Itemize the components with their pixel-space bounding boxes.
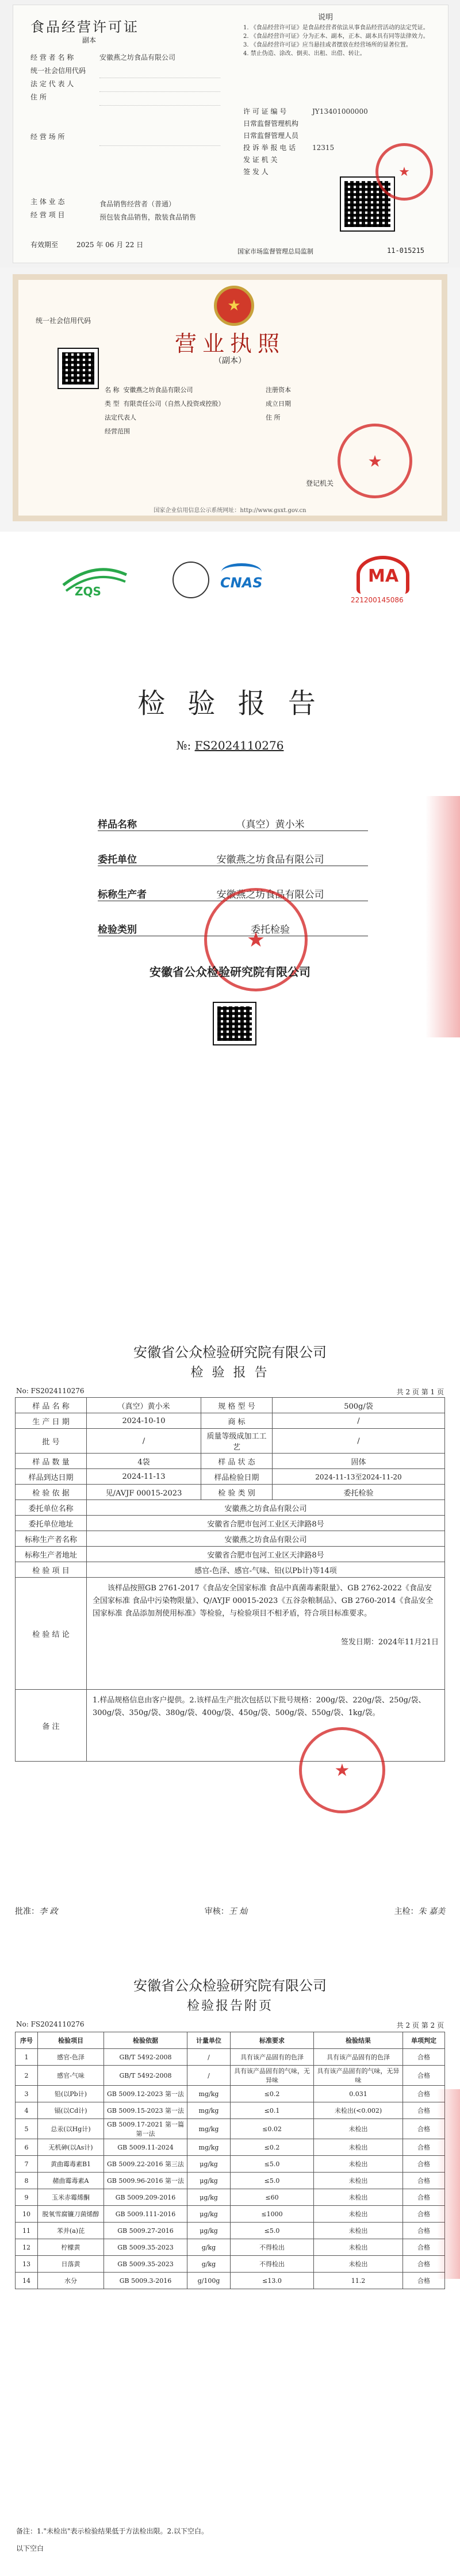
results-cell: 3 (16, 2086, 38, 2102)
results-cell: GB/T 5492-2008 (104, 2066, 187, 2086)
report-page-1 (0, 1325, 460, 1946)
results-cell: 赭曲霉毒素A (38, 2173, 104, 2189)
results-cell: ≤0.2 (231, 2139, 314, 2156)
cell-label: 标称生产者地址 (16, 1547, 87, 1562)
results-row (16, 2223, 445, 2239)
sign-approve-name: 李 政 (39, 1907, 58, 1916)
cover-label: 标称生产者 (98, 889, 147, 901)
permit-value-name: 安徽燕之坊食品有限公司 (99, 53, 176, 61)
results-cell: 8 (16, 2173, 38, 2189)
cell-value: （真空）黄小米 (87, 1398, 201, 1413)
col-header: 检验结果 (314, 2032, 403, 2049)
permit-value-items: 预包装食品销售，散装食品销售 (99, 213, 197, 221)
permit-label: 法 定 代 表 人 (30, 80, 74, 88)
permit-hotline: 12315 (312, 144, 335, 152)
results-cell: 12 (16, 2239, 38, 2256)
results-cell: μg/kg (187, 2156, 231, 2173)
permit-valid-label: 有效期至 (30, 241, 59, 249)
results-cell: 合格 (403, 2189, 445, 2206)
results-cell: g/kg (187, 2256, 231, 2273)
results-row (16, 2049, 445, 2066)
results-cell: 黄曲霉毒素B1 (38, 2156, 104, 2173)
appendix-red-stamp-right (437, 2089, 460, 2279)
license-registration-seal: ★ (338, 424, 412, 498)
permit-label: 住 所 (30, 93, 47, 101)
cell-label: 委托单位名称 (16, 1500, 87, 1516)
report-title: 检 验 报 告 (190, 1366, 270, 1380)
results-cell: 9 (16, 2189, 38, 2206)
results-cell: g/kg (187, 2239, 231, 2256)
permit-label: 签 发 人 (243, 168, 269, 176)
food-permit-card (13, 5, 448, 263)
permit-right-labels (243, 106, 298, 178)
results-cell: GB 5009.35-2023 (104, 2256, 187, 2273)
results-header-row (16, 2032, 445, 2049)
results-row (16, 2066, 445, 2086)
results-cell: 未检出 (314, 2173, 403, 2189)
results-cell: 日落黄 (38, 2256, 104, 2273)
results-cell: 具有该产品固有的气味，无异味 (231, 2066, 314, 2086)
results-cell: 合格 (403, 2156, 445, 2173)
col-header: 检验项目 (38, 2032, 104, 2049)
permit-subtitle: 副本 (82, 36, 97, 44)
cover-value: （真空）黄小米 (236, 819, 305, 831)
report-cover-section (0, 635, 460, 1325)
results-cell: 5 (16, 2119, 38, 2139)
results-row (16, 2086, 445, 2102)
col-header: 计量单位 (187, 2032, 231, 2049)
cover-value: 委托检验 (251, 924, 290, 936)
explain-line: 4. 禁止伪造、涂改、倒卖、出租、出借、转让。 (243, 51, 366, 57)
cell-value: / (273, 1429, 445, 1454)
cell-label: 检 验 类 别 (201, 1485, 273, 1500)
permit-official-seal: ★ (375, 143, 433, 201)
business-license-section (0, 267, 460, 532)
results-row (16, 2273, 445, 2289)
cell-value: 500g/袋 (273, 1398, 445, 1413)
permit-label: 日常监督管理人员 (243, 132, 299, 140)
cover-label: 检验类别 (98, 924, 137, 936)
results-cell: GB 5009.22-2016 第三法 (104, 2156, 187, 2173)
permit-label: 主 体 业 态 (30, 198, 65, 206)
permit-label: 发 证 机 关 (243, 156, 278, 164)
svg-text:ZQS: ZQS (75, 585, 101, 598)
results-cell: 合格 (403, 2049, 445, 2066)
cell-label: 备 注 (16, 1690, 87, 1762)
food-permit-section (0, 0, 460, 267)
results-cell: 感官-色泽 (38, 2049, 104, 2066)
results-row (16, 2206, 445, 2223)
explain-lines (243, 24, 436, 58)
results-cell: 玉米赤霉烯酮 (38, 2189, 104, 2206)
cell-value: 安徽省合肥市包河工业区天津路8号 (87, 1547, 445, 1562)
results-table (15, 2032, 445, 2289)
results-cell: 未检出 (314, 2239, 403, 2256)
results-cell: 6 (16, 2139, 38, 2156)
cover-institute: 安徽省公众检验研究院有限公司 (150, 965, 310, 979)
permit-serial: 11-015215 (387, 247, 425, 255)
results-row (16, 2189, 445, 2206)
appendix-notes: 备注：1."未检出"表示检验结果低于方法检出限。2.以下空白。 (16, 2527, 208, 2535)
permit-label: 经 营 项 目 (30, 211, 65, 219)
report-seal: ★ (299, 1727, 385, 1813)
cell-label: 生 产 日 期 (16, 1413, 87, 1429)
cnas-text: CNAS (220, 575, 263, 591)
results-row (16, 2119, 445, 2139)
permit-label: 经 营 场 所 (30, 133, 65, 141)
explain-line: 2. 《食品经营许可证》分为正本、副本，正本、副本具有同等法律效力。 (243, 33, 429, 40)
cover-value: 安徽燕之坊食品有限公司 (216, 854, 324, 866)
results-cell: 0.031 (314, 2086, 403, 2102)
cell-label: 质量等级成加工工艺 (201, 1429, 273, 1454)
license-field-label: 成立日期 (266, 400, 291, 407)
results-cell: 感官-气味 (38, 2066, 104, 2086)
cell-value: 2024-11-13 (87, 1469, 201, 1485)
cell-value: 2024-10-10 (87, 1413, 201, 1429)
permit-left-labels (30, 51, 86, 222)
col-header: 检验依据 (104, 2032, 187, 2049)
results-cell: 水分 (38, 2273, 104, 2289)
results-cell: GB 5009.12-2023 第一法 (104, 2086, 187, 2102)
results-cell: 合格 (403, 2086, 445, 2102)
conclusion-text: 该样品按照GB 2761-2017《食品安全国家标准 食品中真菌毒素限量》、GB 2762-2022《食品安全国家标准 食品中污染物限量》、Q/AYJF 00015-2023《五谷杂粮制品》、GB 2760-2014《食品安全国家标准 食品添加剂使用标准》等检验，与检验项目不相矛盾，符合项目标准要求。 (93, 1584, 434, 1618)
results-cell: 未检出 (314, 2156, 403, 2173)
report-appendix (0, 1946, 460, 2576)
results-cell: 13 (16, 2256, 38, 2273)
results-cell: 11 (16, 2223, 38, 2239)
cell-value: 2024-11-13至2024-11-20 (273, 1469, 445, 1485)
results-cell: 7 (16, 2156, 38, 2173)
results-row (16, 2239, 445, 2256)
license-footer: 国家企业信用信息公示系统网址：http://www.gsxt.gov.cn (154, 507, 306, 514)
results-cell: 1 (16, 2049, 38, 2066)
results-row (16, 2102, 445, 2119)
explain-line: 1. 《食品经营许可证》是食品经营者依法从事食品经营活动的法定凭证。 (243, 25, 429, 31)
license-field-value: 安徽燕之坊食品有限公司 (123, 386, 193, 394)
cell-label: 规 格 型 号 (201, 1398, 273, 1413)
cell-label: 检 验 项 目 (16, 1562, 87, 1578)
cover-label: 样品名称 (98, 819, 137, 831)
sign-main-label: 主检： (394, 1907, 419, 1916)
cell-value: 感官-色泽、感官-气味、铅(以Pb计)等14项 (87, 1562, 445, 1578)
results-cell: 总汞(以Hg计) (38, 2119, 104, 2139)
report-signatures (15, 1905, 445, 1917)
results-cell: 不得检出 (231, 2239, 314, 2256)
cma-text: MA (368, 566, 399, 586)
results-body (16, 2049, 445, 2289)
results-cell: mg/kg (187, 2139, 231, 2156)
permit-label: 统一社会信用代码 (30, 67, 86, 75)
cell-label: 标称生产者名称 (16, 1531, 87, 1547)
results-cell: 铅(以Pb计) (38, 2086, 104, 2102)
permit-label: 日常监督管理机构 (243, 120, 299, 128)
cell-label: 样 品 状 态 (201, 1454, 273, 1469)
license-reg-authority: 登记机关 (306, 479, 334, 487)
results-row (16, 2256, 445, 2273)
license-fields-right (266, 383, 291, 425)
results-cell: ≤0.02 (231, 2119, 314, 2139)
zqs-logo-icon (57, 558, 132, 598)
results-cell: 合格 (403, 2102, 445, 2119)
results-cell: GB 5009.209-2016 (104, 2189, 187, 2206)
results-cell: / (187, 2049, 231, 2066)
license-field-label: 名 称 (105, 386, 120, 394)
license-subtitle: （副本） (214, 356, 246, 366)
license-field-label: 类 型 (105, 400, 120, 407)
cell-label: 样品到达日期 (16, 1469, 87, 1485)
results-cell: 14 (16, 2273, 38, 2289)
cell-label: 样品检验日期 (201, 1469, 273, 1485)
results-cell: ≤5.0 (231, 2223, 314, 2239)
results-cell: mg/kg (187, 2086, 231, 2102)
results-cell: 无机砷(以As计) (38, 2139, 104, 2156)
results-cell: 4 (16, 2102, 38, 2119)
cell-value: / (273, 1413, 445, 1429)
results-cell: μg/kg (187, 2189, 231, 2206)
license-field-label: 住 所 (266, 414, 281, 421)
results-cell: 具有该产品固有的气味，无异味 (314, 2066, 403, 2086)
results-cell: 合格 (403, 2173, 445, 2189)
results-row (16, 2173, 445, 2189)
cert-logos-section (0, 532, 460, 635)
permit-value-type: 食品销售经营者（普通） (99, 200, 176, 208)
col-header: 标准要求 (231, 2032, 314, 2049)
results-cell: 具有该产品固有的色泽 (231, 2049, 314, 2066)
report-number: No: FS2024110276 (16, 1387, 85, 1395)
results-cell: ≤5.0 (231, 2156, 314, 2173)
cell-label: 商 标 (201, 1413, 273, 1429)
appendix-page-indicator: 共 2 页 第 2 页 (396, 2021, 444, 2029)
results-cell: 柠檬黄 (38, 2239, 104, 2256)
cell-value: 安徽燕之坊食品有限公司 (87, 1531, 445, 1547)
results-cell: GB 5009.11-2024 (104, 2139, 187, 2156)
results-cell: mg/kg (187, 2119, 231, 2139)
results-cell: 未检出 (314, 2119, 403, 2139)
appendix-title: 检验报告附页 (186, 1999, 273, 2013)
results-cell: 2 (16, 2066, 38, 2086)
cma-logo (345, 556, 414, 613)
cell-label: 检 验 依 据 (16, 1485, 87, 1500)
results-cell: ≤0.1 (231, 2102, 314, 2119)
cover-red-stamp-right (425, 796, 460, 1037)
results-cell: 合格 (403, 2206, 445, 2223)
results-cell: μg/kg (187, 2173, 231, 2189)
cell-label: 委托单位地址 (16, 1516, 87, 1531)
permit-title: 食品经营许可证 (30, 19, 139, 35)
appendix-number: No: FS2024110276 (16, 2020, 85, 2028)
cover-number-prefix: №: (176, 739, 191, 752)
report-page-indicator: 共 2 页 第 1 页 (396, 1388, 444, 1396)
permit-label: 经 营 者 名 称 (30, 53, 74, 61)
cell-value: 委托检验 (273, 1485, 445, 1500)
cover-value: 安徽燕之坊食品有限公司 (216, 889, 324, 901)
results-cell: 具有该产品固有的色泽 (314, 2049, 403, 2066)
permit-number: JY13401000000 (312, 107, 368, 116)
results-cell: 合格 (403, 2066, 445, 2086)
results-cell: GB 5009.35-2023 (104, 2239, 187, 2256)
results-cell: 未检出 (314, 2256, 403, 2273)
license-field-label: 经营范围 (105, 428, 130, 435)
explain-title: 说明 (318, 13, 334, 22)
cover-qr-code (214, 1003, 255, 1044)
results-cell: g/100g (187, 2273, 231, 2289)
appendix-institute: 安徽省公众检验研究院有限公司 (133, 1978, 327, 1994)
results-cell: 合格 (403, 2256, 445, 2273)
sign-main-name: 朱 嘉美 (418, 1907, 445, 1916)
license-title: 营业执照 (174, 331, 285, 356)
sign-review-label: 审核： (204, 1907, 229, 1916)
results-cell: / (187, 2066, 231, 2086)
results-cell: 10 (16, 2206, 38, 2223)
results-cell: μg/kg (187, 2206, 231, 2223)
results-cell: 合格 (403, 2139, 445, 2156)
results-cell: GB 5009.17-2021 第一篇 第一法 (104, 2119, 187, 2139)
permit-valid-value: 2025 年 06 月 22 日 (76, 241, 144, 249)
results-cell: GB 5009.3-2016 (104, 2273, 187, 2289)
permit-left-values (99, 51, 220, 224)
col-header: 单项判定 (403, 2032, 445, 2049)
results-cell: 镉(以Cd计) (38, 2102, 104, 2119)
results-cell: GB 5009.96-2016 第一法 (104, 2173, 187, 2189)
results-cell: ≤0.2 (231, 2086, 314, 2102)
results-cell: mg/kg (187, 2102, 231, 2119)
results-cell: GB 5009.111-2016 (104, 2206, 187, 2223)
license-fields-left (105, 383, 225, 439)
license-field-value: 有限责任公司（自然人投资或控股） (123, 400, 225, 407)
cell-label: 批 号 (16, 1429, 87, 1454)
results-cell: 不得检出 (231, 2256, 314, 2273)
license-field-label: 法定代表人 (105, 414, 136, 421)
issue-date: 签发日期：2024年11月21日 (340, 1638, 439, 1647)
results-cell: ≤60 (231, 2189, 314, 2206)
cell-value: / (87, 1429, 201, 1454)
cell-label: 样 品 数 量 (16, 1454, 87, 1469)
results-cell: 未检出 (314, 2223, 403, 2239)
results-cell: 合格 (403, 2239, 445, 2256)
cover-title: 检 验 报 告 (137, 687, 323, 720)
permit-footer: 国家市场监督管理总局监制 (237, 248, 313, 255)
explain-line: 3. 《食品经营许可证》应当悬挂或者摆放在经营场所的显著位置。 (243, 42, 412, 48)
results-cell: 未检出 (314, 2189, 403, 2206)
conclusion-cell (87, 1578, 445, 1690)
results-cell: 脱氧雪腐镰刀菌烯醇 (38, 2206, 104, 2223)
col-header: 序号 (16, 2032, 38, 2049)
sign-approve-label: 批准： (15, 1907, 39, 1916)
cell-value: 安徽省合肥市包河工业区天津路8号 (87, 1516, 445, 1531)
results-cell: GB/T 5492-2008 (104, 2049, 187, 2066)
results-cell: 合格 (403, 2223, 445, 2239)
results-cell: 11.2 (314, 2273, 403, 2289)
permit-right-values (312, 106, 368, 154)
report-info-table (15, 1397, 445, 1762)
results-cell: 合格 (403, 2273, 445, 2289)
cover-inspection-seal: ★ (204, 888, 308, 991)
cell-value: 4袋 (87, 1454, 201, 1469)
cell-value: 固体 (273, 1454, 445, 1469)
results-cell: ≤5.0 (231, 2173, 314, 2189)
cover-label: 委托单位 (98, 854, 137, 866)
cma-number: 221200145086 (351, 596, 404, 604)
cell-label: 检 验 结 论 (16, 1578, 87, 1690)
permit-label: 投 诉 举 报 电 话 (243, 144, 296, 152)
results-cell: ≤1000 (231, 2206, 314, 2223)
license-qr-code (59, 349, 98, 388)
results-cell: μg/kg (187, 2223, 231, 2239)
cell-value: 1.样品规格信息由客户提供。2.该样品生产批次包括以下批号规格：200g/袋、220g/袋、250g/袋、300g/袋、350g/袋、380g/袋、400g/袋、450g/袋、500g/袋、550g/袋、1kg/袋。 (87, 1690, 445, 1762)
cover-number-value: FS2024110276 (194, 739, 284, 752)
results-cell: 未检出(<0.002) (314, 2102, 403, 2119)
ilac-mra-icon (172, 562, 209, 598)
cell-value: 见/AVJF 00015-2023 (87, 1485, 201, 1500)
results-cell: 未检出 (314, 2139, 403, 2156)
cover-number (0, 739, 460, 752)
report-institute: 安徽省公众检验研究院有限公司 (133, 1344, 327, 1360)
cell-label: 样 品 名 称 (16, 1398, 87, 1413)
cnas-logo (216, 563, 279, 597)
results-row (16, 2139, 445, 2156)
results-cell: 合格 (403, 2119, 445, 2139)
results-cell: ≤13.0 (231, 2273, 314, 2289)
results-cell: GB 5009.15-2023 第一法 (104, 2102, 187, 2119)
sign-review-name: 王 灿 (228, 1907, 248, 1916)
results-cell: 苯并(a)芘 (38, 2223, 104, 2239)
results-cell: 未检出 (314, 2206, 403, 2223)
business-license-card (13, 274, 447, 521)
results-row (16, 2156, 445, 2173)
national-emblem: ★ (214, 286, 254, 326)
license-code-label: 统一社会信用代码 (36, 317, 91, 325)
cell-value: 安徽燕之坊食品有限公司 (87, 1500, 445, 1516)
license-field-label: 注册资本 (266, 386, 291, 394)
permit-label: 许 可 证 编 号 (243, 107, 287, 116)
results-cell: GB 5009.27-2016 (104, 2223, 187, 2239)
appendix-blank: 以下空白 (16, 2544, 44, 2552)
